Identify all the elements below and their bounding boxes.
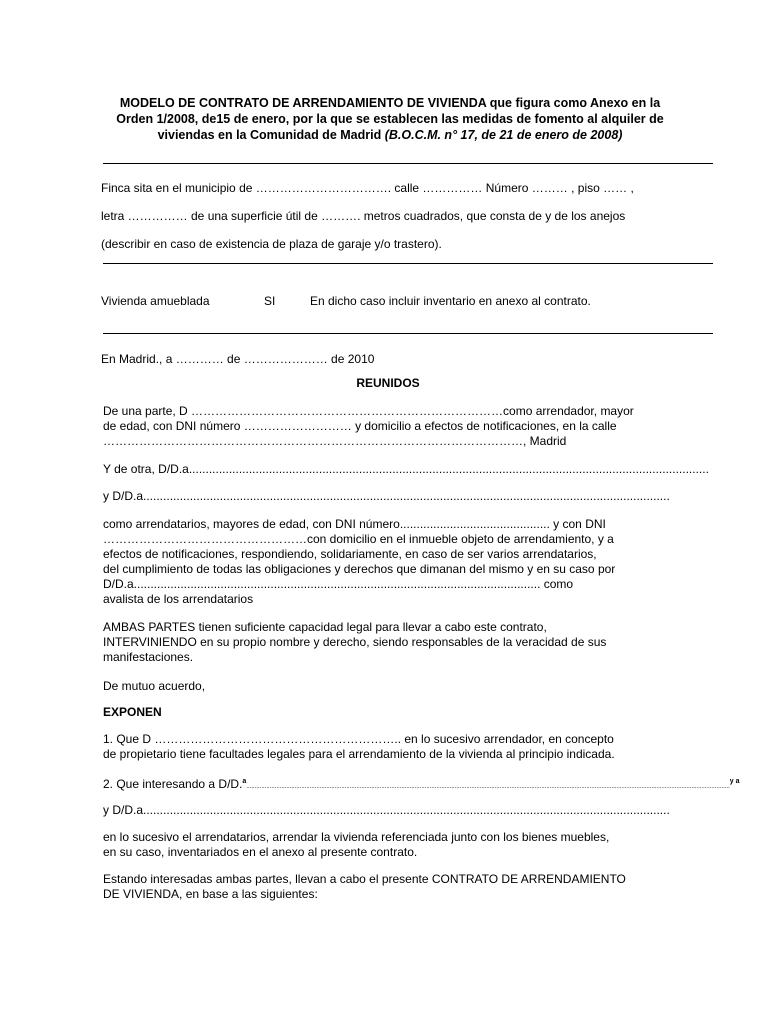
otra-line: Y de otra, D/D.a............................................................................................................................................................: [103, 462, 709, 476]
document-title: [100, 95, 680, 143]
parte1-line-3: ……………………………………………………………………………………………, Madrid: [103, 434, 567, 448]
fecha-line: En Madrid., a ………… de ………………… de 2010: [101, 352, 375, 366]
divider: [103, 263, 713, 264]
otra-label: Y de otra, D/D.a: [103, 462, 189, 476]
arr-line-1: como arrendatarios, mayores de edad, con DNI número............................................. y con DNI: [103, 517, 606, 531]
mutuo-acuerdo: De mutuo acuerdo,: [103, 679, 206, 693]
arr-line-3: efectos de notificaciones, respondiendo, solidariamente, en caso de ser varios arrendatarios,: [103, 547, 597, 561]
finca-line-3: (describir en caso de existencia de plaza de garaje y/o trastero).: [101, 237, 442, 251]
divider: [103, 163, 713, 164]
p2-ya: y a: [729, 778, 740, 785]
p4-line-2: DE VIVIENDA, en base a las siguientes:: [103, 887, 318, 901]
arr-line-4: del cumplimiento de todas las obligaciones y derechos que dimanan del mismo y en su caso por: [103, 562, 616, 576]
arrendatarios-paragraph: [103, 517, 673, 607]
ambas-partes-paragraph: [103, 620, 673, 665]
p2-label: 2. Que interesando a D/D.: [103, 777, 243, 791]
reunidos-heading: REUNIDOS: [356, 376, 420, 390]
p1-line-1: 1. Que D …………………………………………………….. en lo sucesivo arrendador, en concepto: [103, 732, 614, 746]
arr-line-6: avalista de los arrendatarios: [103, 592, 254, 606]
finca-line-1: Finca sita en el municipio de ……………………………. calle …………… Número ……… , piso …… ,: [101, 181, 634, 195]
title-bold: MODELO DE CONTRATO DE ARRENDAMIENTO DE VIVIENDA que figura como Anexo en la Orden 1/2008, de15 de enero, por la que se establecen las medidas de fomento al alquiler de viviendas en la Comunidad de Madrid: [116, 96, 664, 142]
y-dda-line-2: y D/D.a..............................................................................................................................................................: [103, 803, 670, 817]
amueblada-label: Vivienda amueblada: [101, 294, 210, 308]
ambas-line-3: manifestaciones.: [103, 650, 194, 664]
y-dda-line-1: y D/D.a..............................................................................................................................................................: [103, 489, 670, 503]
p3-line-2: en su caso, inventariados en el anexo al presente contrato.: [103, 845, 418, 859]
p1-line-2: de propietario tiene facultades legales para el arrendamiento de la vivienda al principio indicada.: [103, 747, 615, 761]
finca-line-2: letra …………… de una superficie útil de ………. metros cuadrados, que consta de y de los anejos: [101, 209, 626, 223]
amueblada-note: En dicho caso incluir inventario en anexo al contrato.: [310, 294, 591, 308]
arr-line-2: ……………………………………………con domicilio en el inmueble objeto de arrendamiento, y a: [103, 532, 614, 546]
ambas-line-2: INTERVINIENDO en su propio nombre y derecho, siendo responsables de la veracidad de sus: [103, 635, 607, 649]
parte1-line-1: De una parte, D ……………………………………………………………………como arrendador, mayor: [103, 404, 634, 418]
y-dda-label: y D/D.a: [103, 489, 144, 503]
exponen-point-1: [103, 732, 673, 762]
p3-line-1: en lo sucesivo el arrendatarios, arrendar la vivienda referenciada junto con los bienes muebles,: [103, 830, 610, 844]
p2-a: a: [242, 778, 247, 785]
exponen-point-4: [103, 872, 673, 902]
exponen-point-2: 2. Que interesando a D/D.$^a$..................................................................................................................................................................................................................................................................................................$^{y a}$: [103, 777, 740, 791]
ambas-line-1: AMBAS PARTES tienen suficiente capacidad legal para llevar a cabo este contrato,: [103, 620, 547, 634]
exponen-point-3: [103, 830, 673, 860]
p2-y-dda-label: y D/D.a: [103, 803, 144, 817]
arr-line-5: D/D.a.......................................................................................................................... como: [103, 577, 574, 591]
parte1-line-2: de edad, con DNI número ……………………… y domicilio a efectos de notificaciones, en la calle: [103, 419, 617, 433]
exponen-heading: EXPONEN: [103, 705, 162, 719]
amueblada-value: SI: [264, 294, 276, 308]
reunidos-parte1: [103, 404, 673, 449]
divider: [103, 333, 713, 334]
p4-line-1: Estando interesadas ambas partes, llevan a cabo el presente CONTRATO DE ARRENDAMIENTO: [103, 872, 626, 886]
title-italic: (B.O.C.M. n° 17, de 21 de enero de 2008): [384, 128, 623, 142]
